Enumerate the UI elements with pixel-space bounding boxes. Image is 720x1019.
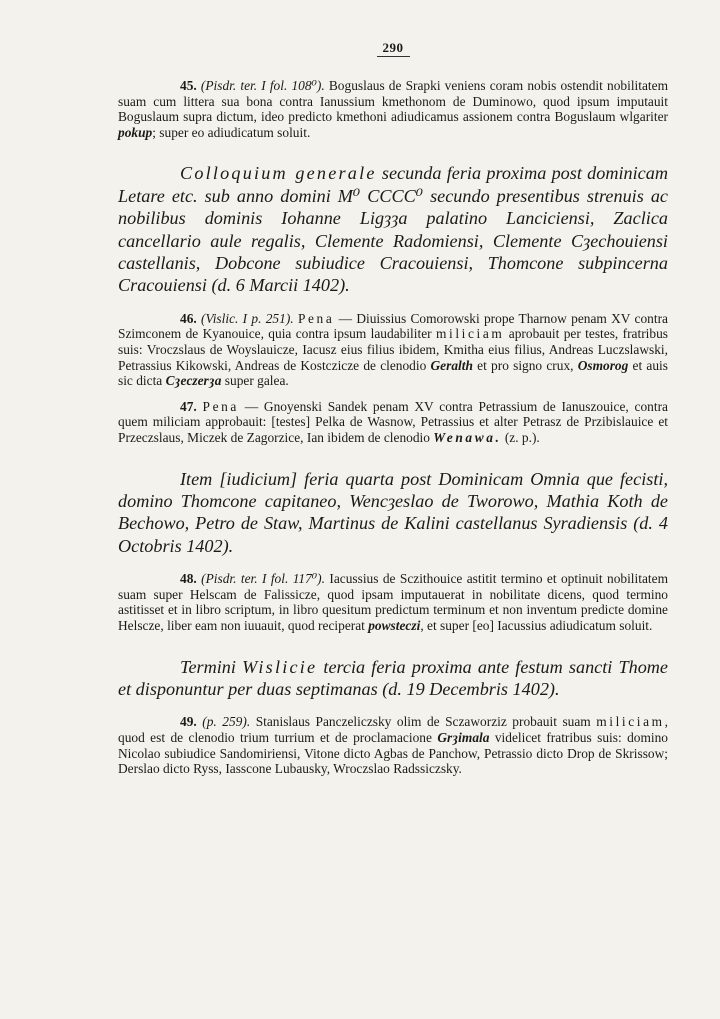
entry-45 [118, 78, 668, 140]
heading-text: Item [iudicium] feria quarta post Dominicam Omnia que fecisti, domino Thomcone capitaneo, Wencȝeslao de Tworowo, Mathia Koth de Bechowo, Petro de Staw, Martinus de Kalini castellanus Syradiensis (d. 4 Octobris 1402). [118, 468, 668, 556]
page-number: 290 [118, 40, 668, 56]
entry-text: , et super [eo] Iacussius adiudicatum soluit. [420, 617, 653, 633]
entry-48 [118, 571, 668, 633]
entry-text: (z. p.). [501, 429, 540, 445]
term-osmorog: Osmorog [577, 357, 629, 373]
entry-number: 46. [180, 310, 197, 326]
section-heading-item-iudicium [118, 468, 668, 558]
entry-number: 45. [180, 78, 197, 93]
heading-spaced: Wislicie [242, 656, 318, 677]
entry-46 [118, 311, 668, 389]
entry-source: (Pisdr. ter. I fol. 117⁰). [201, 571, 325, 587]
term-pena: Pena [202, 398, 239, 414]
entry-text: super galea. [221, 373, 289, 389]
term-czeczerza: Cȝeczerȝa [165, 373, 222, 389]
term-pena: Pena [297, 310, 335, 326]
term-miliciam: miliciam [436, 326, 505, 342]
entry-text: videlicet fratribus suis: domino Nicolao subiudice Sandomiriensi, Vitone dicto Agbas de Panchow, Petrassio dicto Drop de Skrissow; Derslao dicto Ryss, Iasscone Lubausky, Wroczslao Radssiczsky. [118, 729, 668, 777]
section-heading-colloquium [118, 162, 668, 296]
term-wenawa: Wenawa. [433, 429, 502, 445]
entry-text: ; super eo adiudicatum soluit. [152, 124, 311, 140]
entry-47 [118, 399, 668, 446]
text-column [118, 40, 668, 787]
entry-source: (Pisdr. ter. I fol. 108⁰). [200, 78, 325, 93]
entry-49 [118, 714, 668, 776]
entry-text: , quod est de clenodio trium turrium et de proclamacione [118, 714, 668, 745]
term-pokup: pokup [118, 124, 153, 140]
heading-text: tercia feria proxima ante festum sancti Thome et disponuntur per duas septimanas (d. 19 Decembris 1402). [118, 656, 669, 699]
heading-text: secunda feria proxima post dominicam Letare etc. sub anno domini M⁰ CCCC⁰ secundo presentibus strenuis ac nobilibus dominis Iohanne Ligȝȝa palatino Lanciciensi, Zaclica cancellario aule regalis, Clemente Radomiensi, Clemente Cȝechouiensi castellanis, Dobcone subiudice Cracouiensi, Thomcone subpincerna Cracouiensi (d. 6 Marcii 1402). [118, 163, 668, 296]
entry-source: (Vislic. I p. 251). [201, 310, 294, 326]
entry-text: — Gnoyenski Sandek penam XV contra Petrassium de Ianuszouice, contra quem miliciam approbauit: [testes] Pelka de Wasnow, Petrassius et alter Petrasz de Przibislauice et Przeczslaus, Miczek de Zagorzice, Ian ibidem de clenodio [118, 398, 668, 445]
entry-text: Boguslaus de Srapki veniens coram nobis ostendit nobilitatem suam cum littera sua bona contra Ianussium kmethonom de Duminowo, quod ipsum imputauit Boguslaum supra dictum, ideo predicto kmethoni adiudicamus assionem contra Boguslaum wlgariter [118, 78, 669, 125]
entry-text: — Diuissius Comorowski prope Tharnow penam XV contra Szimconem de Kyanouice, quia contra ipsum laudabiliter [118, 310, 668, 342]
entry-source: (p. 259). [202, 714, 251, 730]
term-powsteczi: powsteczi [368, 617, 421, 633]
entry-text: aprobauit per testes, fratribus suis: Vroczslaus de Woyslauicze, Iacusz eius filius ibidem, Kmitha eius filius, Andreas Luczslawski, Petrassius Kikowski, Andreas de Kostczicze de clenodio [118, 326, 668, 373]
entry-text: Iacussius de Sczithouice astitit termino et optinuit nobilitatem suam super Helscam de Falissicze, quod ipsam imputauerat in nobilitate dicens, quod termino astitisset et in libro scriptum, in libro quesitum predictum terminum et non inventum predicte domine Helscze, liber eam non iuuauit, quod reciperat [118, 571, 668, 633]
entry-number: 48. [180, 571, 197, 587]
term-geralth: Geralth [430, 357, 473, 373]
entry-text: et pro signo crux, [472, 357, 578, 373]
entry-number: 49. [180, 714, 197, 730]
entry-text: Stanislaus Panczeliczsky olim de Sczaworziz probauit suam [250, 714, 597, 730]
heading-spaced: Colloquium generale [180, 163, 377, 184]
entry-text: et auis sic dicta [118, 357, 668, 389]
section-heading-termini [118, 656, 668, 701]
heading-lead: Termini [180, 656, 243, 677]
entry-number: 47. [180, 398, 197, 414]
term-miliciam: miliciam [596, 714, 665, 730]
term-grzimala: Grȝimala [437, 729, 490, 745]
